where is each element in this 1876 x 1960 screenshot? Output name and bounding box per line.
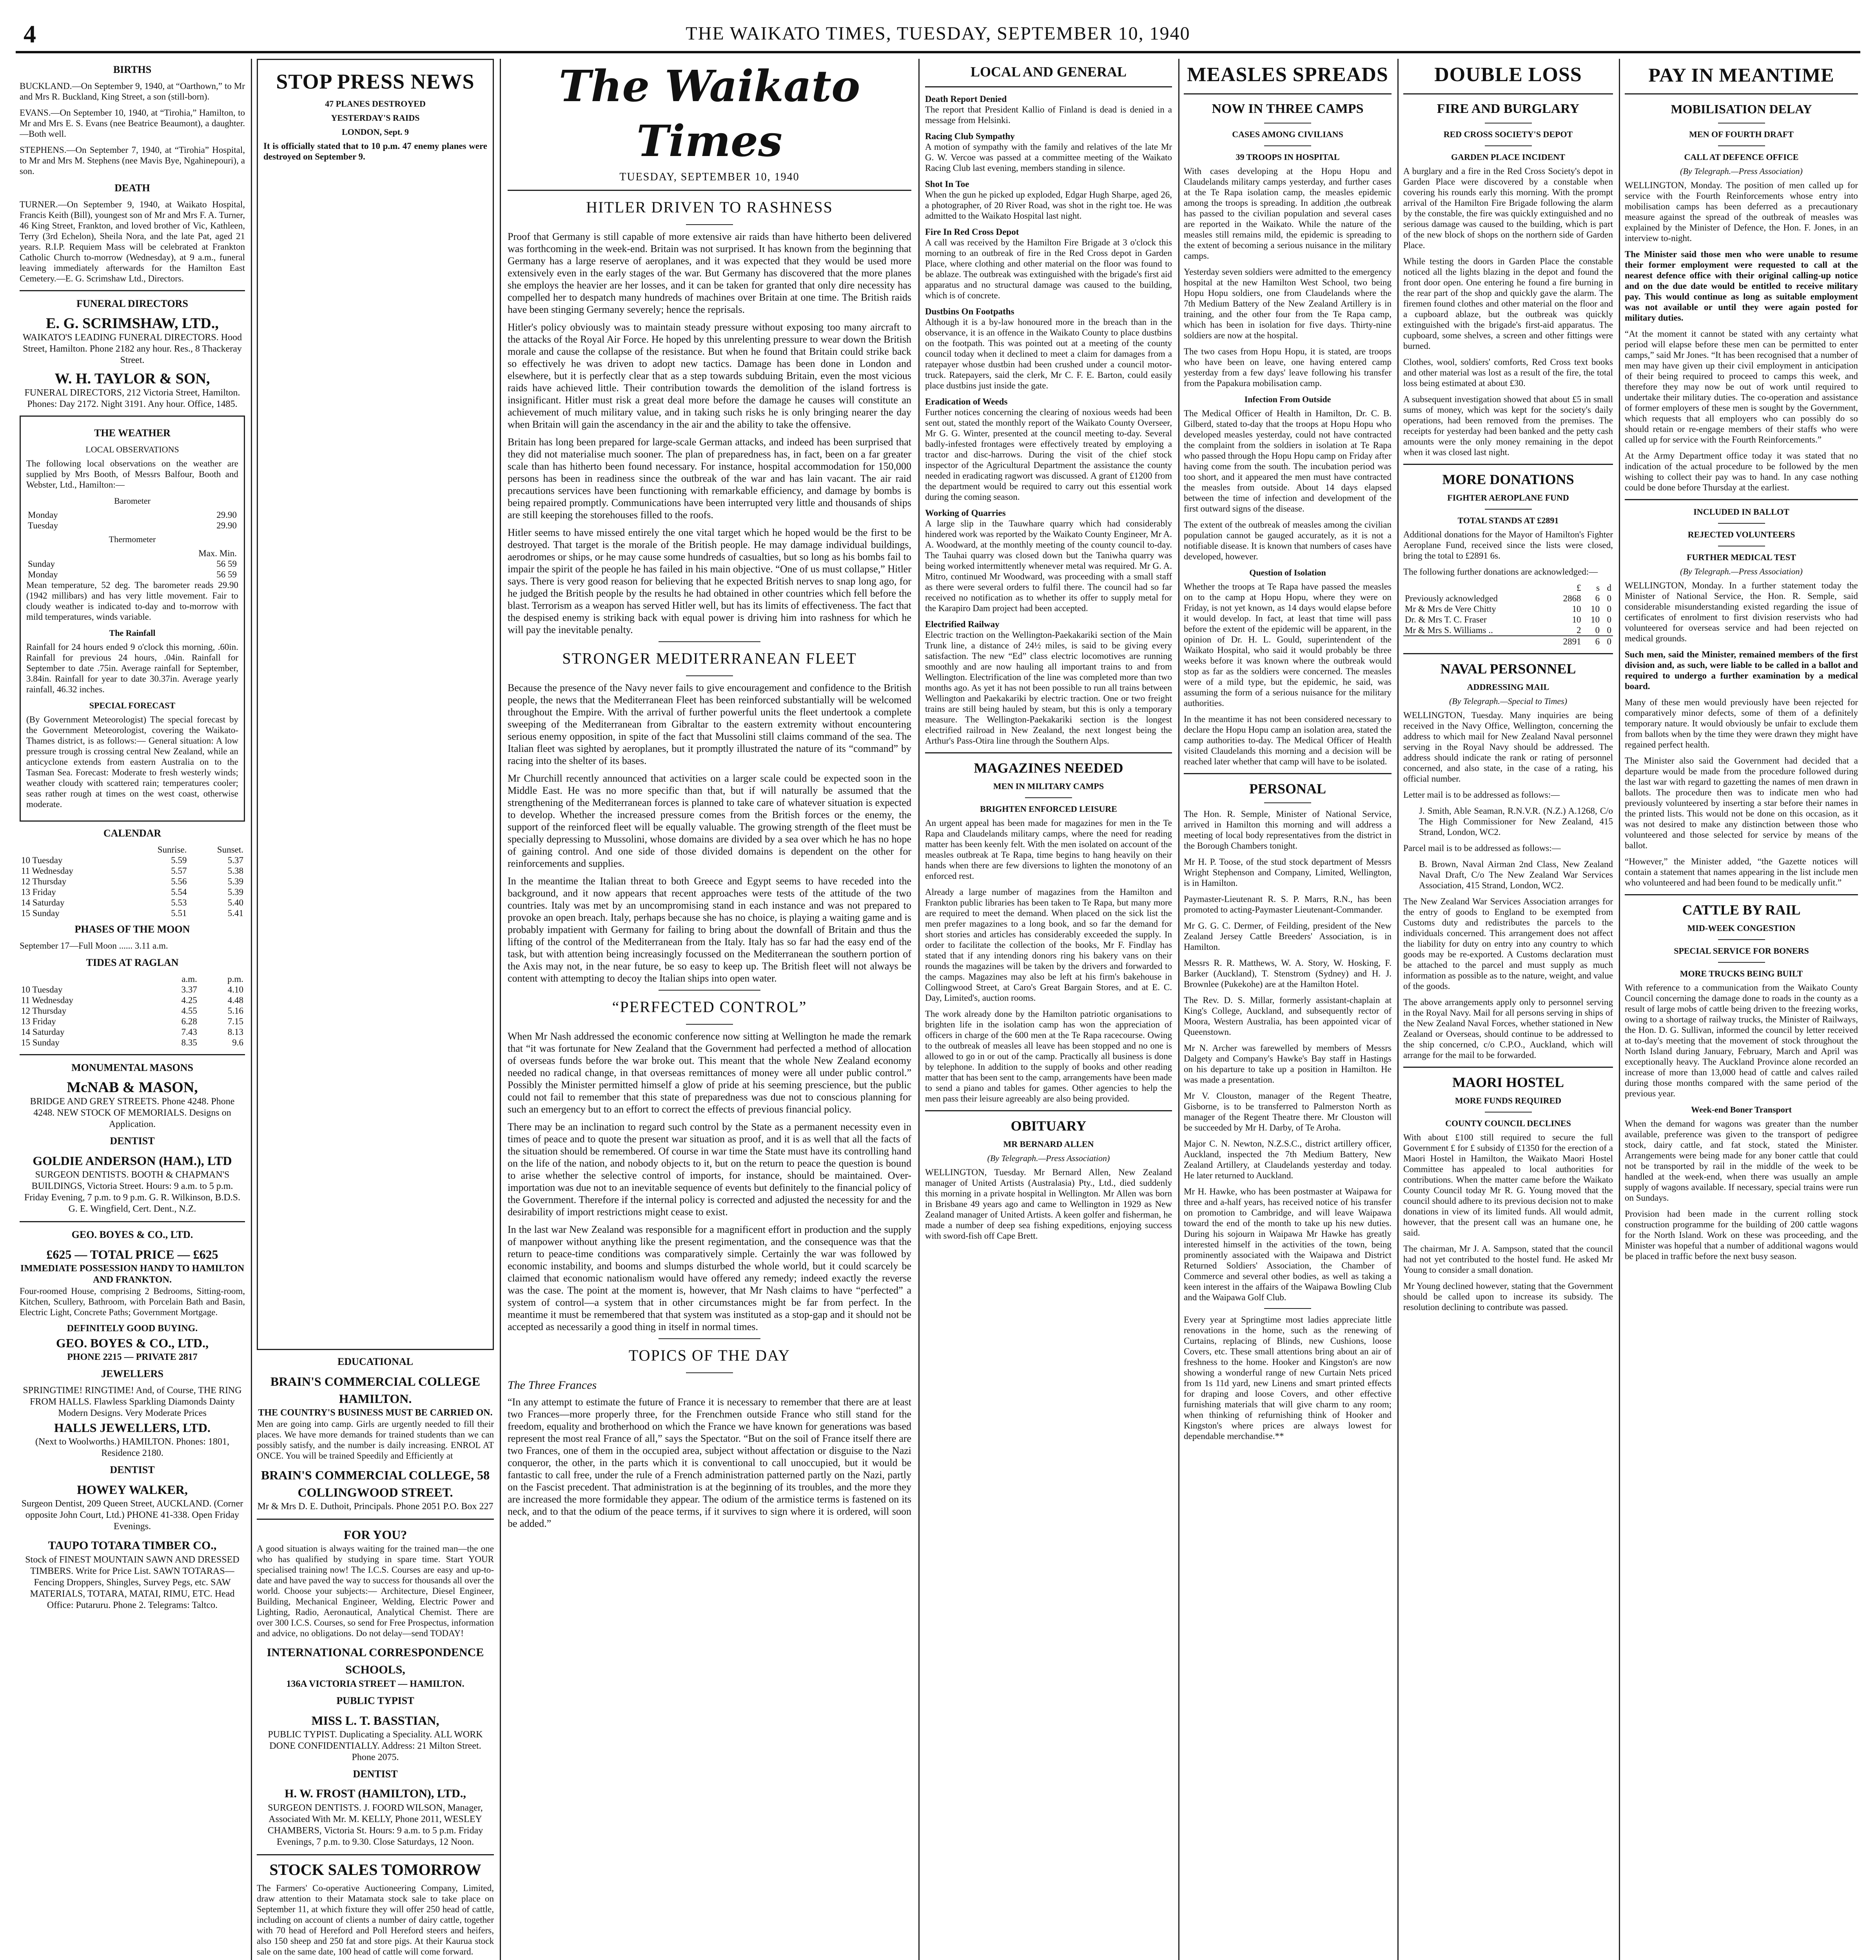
article-paragraph: WELLINGTON, Tuesday. Many inquiries are being received in the Navy Office, Wellington, concerning the address to which mail for New Zealand Naval personnel serving in the Royal Navy should be addressed. The address should indicate the rank or rating of personnel concerned, and also state, in the case of a rating, his official number. <box>1403 710 1613 784</box>
moon-heading: PHASES OF THE MOON <box>74 924 190 935</box>
news-item-body: A call was received by the Hamilton Fire Brigade at 3 o'clock this morning to an outbreak of fire in the Red Cross depot in Garden Place, where clothing and other material on the floor was found to be ablaze. The outbreak was extinguished with the brigade's first aid apparatus and no structural damage was caused to the building, which is of concrete. <box>925 238 1172 300</box>
news-item-heading: Dustbins On Footpaths <box>925 307 1014 316</box>
birth-notice: STEPHENS.—On September 7, 1940, at “Tirohia” Hospital, to Mr and Mrs M. Stephens (nee Mavis Bye, Ngahinepouri), a son. <box>20 145 245 176</box>
funeral-heading: FUNERAL DIRECTORS <box>76 298 188 309</box>
column-rule <box>251 59 252 1960</box>
college-ad-name: BRAIN'S COMMERCIAL COLLEGE, 58 COLLINGWOOD STREET. <box>261 1468 490 1499</box>
divider <box>1625 93 1858 94</box>
article-paragraph: The Minister said those men who were unable to resume their former employment were requested to call at the nearest defence office with their original calling-up notice and on the due date would be entitled to receive military pay. This would continue as long as suitable employment was not available or until they were again posted for military duties. <box>1625 249 1858 323</box>
title-rule <box>686 1024 733 1025</box>
pay-headline: PAY IN MEANTIME <box>1648 64 1834 86</box>
title-rule <box>1718 523 1765 524</box>
boyes-signature: GEO. BOYES & CO., LTD., <box>56 1336 209 1350</box>
personal-item: Paymaster-Lieutenant R. S. P. Marrs, R.N., has been promoted to acting-Paymaster Lieutenant-Commander. <box>1184 894 1392 915</box>
stop-press-column <box>257 59 494 1960</box>
ics-ad-heading: FOR YOU? <box>343 1528 407 1542</box>
divider <box>925 752 1172 753</box>
article-paragraph: With about £100 still required to secure the full Government £ for £ subsidy of £1350 for the erection of a Maori Hostel in Hamilton, the Waikato Maori Hostel Committee has appealed to local authorities for contributions. When the matter came before the Waikato County Council today Mr R. G. Young moved that the council should adhere to its previous decision not to make donations in view of its limited funds. All would admit, however, that the present call was an humane one, he said. <box>1403 1132 1613 1238</box>
calendar-heading: CALENDAR <box>103 828 161 839</box>
title-rule <box>1718 939 1765 940</box>
divider <box>1184 773 1392 774</box>
personal-item: The Hon. R. Semple, Minister of National Service, arrived in Hamilton this morning and will address a meeting of local body representatives from the district in the Borough Chambers tonight. <box>1184 809 1392 851</box>
measles-subheading: CASES AMONG CIVILIANS <box>1232 129 1343 139</box>
article-paragraph: Whether the troops at Te Rapa have passed the measles on to the camp at Hopu Hopu, where they were on Friday, is not yet known, as 14 days would elapse before it would develop. In fact, at least that time will pass before the extent of the epidemic will be apparent, in the opinion of Dr. H. L. Gould, superintendent of the Waikato Hospital, who said it would probably be three weeks before it was known where the outbreak would stop as far as the soldiers were concerned. The measles were of a mild type, but the epidemic, he said, was assuming the form of a serious nuisance for the military authorities. <box>1184 582 1392 708</box>
typist-ad-text: PUBLIC TYPIST. Duplicating a Speciality. ALL WORK DONE CONFIDENTIALLY. Address: 21 Milton Street. Phone 2075. <box>268 1730 483 1762</box>
magazines-subheading: MEN IN MILITARY CAMPS <box>993 781 1104 791</box>
article-paragraph: With reference to a communication from the Waikato County Council concerning the damage done to roads in the county as a result of large mobs of cattle being driven to the freezing works, owing to a shortage of railway trucks, the Minister of Railways, the Hon. D. G. Sullivan, informed the council by letter received at to-day's meeting that the movement of stock throughout the North Island during January, February, March and April was exceptionally heavy. The Auckland Province alone recorded an increase of more than 13,000 head of cattle and calves railed during those months compared with the same period of the previous year. <box>1625 983 1858 1098</box>
obituary-heading: OBITUARY <box>1011 1118 1087 1134</box>
divider <box>1403 93 1613 94</box>
article-paragraph: The New Zealand War Services Association arranges for the entry of goods to England to be exempted from Customs duty and redistributes the parcels to the individuals concerned. This arrangement does not affect the liability for duty on entry into any country to which goods may be re-exported. A Customs declaration must be attached to the parcel and must supply as much information as possible as to the nature, weight, and value of the goods. <box>1403 897 1613 991</box>
obituary-byline: (By Telegraph.—Press Association) <box>987 1153 1110 1163</box>
stop-press-heading: STOP PRESS NEWS <box>276 70 475 93</box>
article-paragraph: “However,” the Minister added, “the Gazette notices will contain a statement that names appearing in the list include men who volunteered and had been found to be medically unfit.” <box>1625 857 1858 887</box>
donations-subheading: FIGHTER AEROPLANE FUND <box>1447 493 1569 503</box>
tides-heading: TIDES AT RAGLAN <box>86 957 179 968</box>
thermometer-label: Thermometer <box>109 534 156 544</box>
article-paragraph: The work already done by the Hamilton patriotic organisations to brighten life in the isolation camp has won the appreciation of officers in charge of the 600 men at the Te Rapa racecourse. Owing to the outbreak of measles all leave has been stopped and no one is allowed to go in or out of the camp. Practically all business is done by telephone. In addition to the supply of books and other reading matter that has been sent to the camp, arrangements have been made to send a piano and tables for games. Other agencies to help the men pass their leisure agreeably are also being provided. <box>925 1009 1172 1103</box>
jewellers-ad-text: SPRINGTIME! RINGTIME! And, of Course, THE RING FROM HALLS. Flawless Sparkling Diamonds Dainty Modern Designs. Very Moderate Prices <box>23 1385 242 1418</box>
jewellers-heading: JEWELLERS <box>101 1368 163 1379</box>
editorial-dateline: TUESDAY, SEPTEMBER 10, 1940 <box>619 171 800 183</box>
jewellers-ad-contact: (Next to Woolworths.) HAMILTON. Phones: 1801, Residence 2180. <box>35 1437 229 1458</box>
article-paragraph: At the Army Department office today it was stated that no indication of the actual procedure to be followed by the men wishing to collect their pay was to hand. In any case nothing could be done before Thursday at the earliest. <box>1625 451 1858 492</box>
article-paragraph: WELLINGTON, Monday. In a further statement today the Minister of National Service, the Hon. R. Semple, said considerable misunderstanding existed regarding the issue of certificates of enrolment to first division reservists who had volunteered for overseas service and had been rejected on medical grounds. <box>1625 581 1858 643</box>
classifieds-column <box>20 59 245 1960</box>
editorial-paragraph: Hitler seems to have missed entirely the one vital target which he hoped would be the first to be destroyed. That target is the morale of the British people. He may damage individual buildings, aerodromes or ships, or he may cause some hundreds of casualties, but so long as his bombs fail to impair the spirit of the people he has failed in his main objective. “One of us must collapse,” Hitler says. There is very good reason for believing that he expected British nerves to snap long ago, for he judged the British people by the results he had obtained in other countries which fell before the blast. Terrorism as a weapon has served Hitler well, but has its limits of effectiveness. The fact that the despised enemy is striking back with equal power is driving him into rashness for which he will pay the inevitable penalty. <box>508 527 911 635</box>
article-paragraph: With cases developing at the Hopu Hopu and Claudelands military camps yesterday, and further cases at the Te Rapa isolation camp, the measles epidemic among the troops is spreading. In addition ,the outbreak has passed to the civilian population and several cases are reported in the Waikato. While the nature of the measles still remains mild, the epidemic is spreading to the extent of becoming a serious nuisance in the military camps. <box>1184 166 1392 261</box>
title-rule <box>686 675 733 676</box>
column-rule <box>1397 59 1399 1960</box>
ics-ad-address: 136A VICTORIA STREET — HAMILTON. <box>286 1679 464 1689</box>
dentist-heading: DENTIST <box>110 1464 155 1475</box>
dentist-ad-name: H. W. FROST (HAMILTON), LTD., <box>285 1787 466 1800</box>
forecast-label: SPECIAL FORECAST <box>89 701 176 710</box>
personal-item: Mr V. Clouston, manager of the Regent Theatre, Gisborne, is to be transferred to Palmerston North as manager of the Regent Theatre there. Mr Clouston will be succeeded by Mr H. Darby, of Te Aroha. <box>1184 1091 1392 1132</box>
double-loss-subheading: RED CROSS SOCIETY'S DEPOT <box>1443 129 1573 139</box>
stop-press-box <box>257 59 494 1350</box>
thermometer-table: Max. Min. Sunday 56 59 Monday 56 59 <box>28 548 237 579</box>
editorial-paragraph: In the last war New Zealand was responsible for a magnificent effort in production and the supply of manpower without anything like the present regimentation, and the consequence was that the return to peace-time conditions was comparatively simple. Certainly the war was followed by economic instability, and booms and slumps disturbed the whole world, but it could scarcely be claimed that economic nationalism would have offered any remedy; indeed exactly the reverse was the case. The point at the moment is, however, that Mr Nash claims to have “perfected” a system of control—a system that in other circumstances might be far from perfect. In the meantime it must be remembered that that system was instituted as a stop-gap and it should not be accepted as necessarily a good thing in itself in normal times. <box>508 1224 911 1332</box>
ballot-subheading: FURTHER MEDICAL TEST <box>1687 552 1796 562</box>
article-paragraph: The chairman, Mr J. A. Sampson, stated that the council had not yet contributed to the hostel fund. He asked Mr Young to consider a small donation. <box>1403 1244 1613 1275</box>
measles-headline: MEASLES SPREADS <box>1187 64 1388 86</box>
divider <box>508 190 911 191</box>
double-loss-subheading: FIRE AND BURGLARY <box>1437 102 1580 116</box>
ballot-subheading: REJECTED VOLUNTEERS <box>1687 530 1795 539</box>
editorial-title: HITLER DRIVEN TO RASHNESS <box>586 198 833 216</box>
rainfall-label: The Rainfall <box>109 628 156 638</box>
donations-table: £ s d Previously acknowledged 2868 6 0 Mr & Mrs de Vere Chitty 10 10 0 Dr. & Mrs T. C. Fraser 10 10 0 Mr & Mrs S. Williams .. 2 0 0 2891 6 0 <box>1403 583 1613 647</box>
funeral-ad-text: FUNERAL DIRECTORS, 212 Victoria Street, Hamilton. Phones: Day 2172. Night 3191. Any hour. Office, 1485. <box>24 388 240 409</box>
personal-item: The Rev. D. S. Millar, formerly assistant-chaplain at King's College, Auckland, and subsequently rector of Moora, Western Australia, has been appointed vicar of Queenstown. <box>1184 995 1392 1037</box>
personal-item: Messrs R. R. Matthews, W. A. Story, W. Hosking, F. Barker (Auckland), T. Stenstrom (Sydney) and H. J. Brownlee (Pukekohe) are at the Hamilton Hotel. <box>1184 958 1392 989</box>
title-rule <box>1025 797 1072 798</box>
news-item-heading: Eradication of Weeds <box>925 397 1008 407</box>
college-ad-headline: THE COUNTRY'S BUSINESS MUST BE CARRIED ON. <box>258 1408 493 1418</box>
news-item-heading: Working of Quarries <box>925 508 1006 518</box>
stop-press-headline: 47 PLANES DESTROYED <box>325 99 426 109</box>
stock-sales-body: The Farmers' Co-operative Auctioneering Company, Limited, draw attention to their Matamata stock sale to take place on September 11, at which fixture they will offer 250 head of cattle, including on account of clients a number of dairy cattle, together with 70 head of Hereford and Poll Hereford steers and heifers, also 150 sheep and 250 fat and store pigs. At their Kaurua stock sale on the same date, 100 head of cattle will come forward. <box>257 1883 494 1956</box>
article-paragraph: A subsequent investigation showed that about £5 in small sums of money, which was kept for the society's daily operations, had been removed from the premises. The receipts for yesterday had been banked and the petty cash amounts were the only money remaining in the depot when it was closed last night. <box>1403 394 1613 457</box>
article-paragraph: Provision had been made in the current rolling stock construction programme for the building of 200 cattle wagons for the North Island. Work on these was proceeding, and the Minister was hopeful that a number of additional wagons would be placed in traffic before the next busy season. <box>1625 1209 1858 1261</box>
double-loss-subheading: GARDEN PLACE INCIDENT <box>1451 152 1565 162</box>
article-paragraph: Clothes, wool, soldiers' comforts, Red Cross text books and other material was lost as a result of the fire, the total loss being estimated at about £30. <box>1403 357 1613 388</box>
news-item-body: A large slip in the Tauwhare quarry which had considerably hindered work was reported by the Waikato County Engineer, Mr A. A. Woodward, at the monthly meeting of the county council to-day. The Tauhai quarry was closed down but the Taniwha quarry was being worked intermittently whenever metal was required. Mr G. A. Mitro, continued Mr Woodward, was proceeding with a small staff as there were several orders to fulfil there. The council had so far received no notification as to whether its offer to supply metal for the Karapiro Dam project had been accepted. <box>925 519 1172 613</box>
title-rule <box>1264 145 1311 146</box>
editorial-paragraph: Because the presence of the Navy never fails to give encouragement and confidence to the British people, the news that the Mediterranean Fleet has been reinforced substantially will be welcomed throughout the Empire. With the arrival of further powerful units the fleet undertook a complete sweeping of the Mediterranean from Gibraltar to the eastern extremity without encountering serious enemy opposition, in spite of the fact that Mussolini still claims command of the sea. The Italian fleet was sighted by aeroplanes, but it promptly illustrated the nature of its “command” by racing into the shelter of its bases. <box>508 682 911 766</box>
title-rule <box>686 1372 733 1373</box>
typist-heading: PUBLIC TYPIST <box>336 1695 414 1706</box>
news-item-heading: Fire In Red Cross Depot <box>925 227 1019 237</box>
title-rule <box>1718 962 1765 963</box>
title-rule <box>1264 1308 1311 1309</box>
editorial-title: TOPICS OF THE DAY <box>628 1347 791 1364</box>
column-rule <box>500 59 501 1960</box>
ics-ad-name: INTERNATIONAL CORRESPONDENCE SCHOOLS, <box>267 1646 484 1676</box>
article-paragraph: “At the moment it cannot be stated with any certainty what period will elapse before these men can be permitted to enter camps,” said Mr Jones. “It has been recognised that a number of men may have given up their civil employment in anticipation of their being required to proceed to camps this week, and therefore they may now be out of work until required to undertake their military duties. The co-operation and assistance of former employers of these men is sought by the Government, which requests that all employers who can possibly do so should retain or re-engage members of their staffs who were called up for service with the Fourth Reinforcements.” <box>1625 329 1858 445</box>
measles-subheading: 39 TROOPS IN HOSPITAL <box>1236 152 1340 162</box>
college-ad-contact: Mr & Mrs D. E. Duthoit, Principals. Phone 2051 P.O. Box 227 <box>257 1501 493 1512</box>
article-paragraph: The above arrangements apply only to personnel serving in the Royal Navy. Mail for all persons serving in ships of the New Zealand Naval Forces, whether stationed in New Zealand or Overseas, should continue to be addressed to the ship concerned, c/o C.P.O., Auckland, which will arrange for the mail to be forwarded. <box>1403 997 1613 1060</box>
tides-table: a.m. p.m. 10 Tuesday 3.37 4.10 11 Wednesday 4.25 4.48 12 Thursday 4.55 5.16 13 Friday 6.28 7.15 14 Saturday 7.43 8.13 15 Sunday 8.35 9.6 <box>21 974 243 1047</box>
divider <box>20 290 245 291</box>
news-item-heading: Electrified Railway <box>925 619 1000 629</box>
divider <box>20 1221 245 1222</box>
college-ad-name: BRAIN'S COMMERCIAL COLLEGE HAMILTON. <box>270 1374 481 1406</box>
cattle-subheading: MID-WEEK CONGESTION <box>1687 923 1796 933</box>
pay-subheading: MEN OF FOURTH DRAFT <box>1689 129 1794 139</box>
dentist-heading: DENTIST <box>353 1768 398 1780</box>
advertisement-paragraph: Every year at Springtime most ladies appreciate little renovations in the home, such as the renewing of Curtains, replacing of Blinds, new Cushions, loose Covers, etc. These small attentions bring about an air of freshness to the home. Hooker and Kingston's are now showing a wonderful range of new Curtain Nets priced from 1s 11d yard, new Linens and smart printed effects for draping and loose Covers, and other effective furnishing materials that will give charm to any room; when thinking of refurnishing think of Hooker and Kingston's where prices are always lowest for dependable merchandise.** <box>1184 1315 1392 1441</box>
funeral-ad-text: WAIKATO'S LEADING FUNERAL DIRECTORS. Hood Street, Hamilton. Phone 2182 any hour. Res., 8 Thackeray Street. <box>22 332 242 365</box>
news-item-body: Further notices concerning the clearing of noxious weeds had been sent out, stated the monthly report of the Waikato County Overseer, Mr G. G. Winter, presented at the council meeting to-day. Several badly-infested frontages were effectively treated by employing a tractor and disc-harrows. During the visit of the chief stock inspector of the Agricultural Department the assistance the county needed in eradicating ragwort was discussed. A grant of £1200 from the department would be required to carry out this essential work during the coming season. <box>925 407 1172 502</box>
donations-heading: MORE DONATIONS <box>1442 472 1574 487</box>
newspaper-header-line: THE WAIKATO TIMES, TUESDAY, SEPTEMBER 10, 1940 <box>686 23 1190 44</box>
boyes-phone: PHONE 2215 — PRIVATE 2817 <box>67 1352 198 1362</box>
typist-ad-name: MISS L. T. BASSTIAN, <box>311 1713 439 1728</box>
naval-heading: NAVAL PERSONNEL <box>1440 661 1576 677</box>
page-header <box>16 16 1860 53</box>
masons-heading: MONUMENTAL MASONS <box>71 1062 193 1073</box>
news-item-body: Electric traction on the Wellington-Paekakariki section of the Main Trunk line, a distance of 24½ miles, is said to be giving every satisfaction. The new “Ed” class electric locomotives are running smoothly and are now hauling all important trains to and from Wellington. Electrification of the line was completed more than two months ago. As yet it has not been possible to run all trains between Wellington and Paekakariki by electric traction. One or two freight trains are still being hauled by steam, but this is only a temporary measure. The Wellington-Paekakariki section is the longest electrified railroad in New Zealand, the next longest being the Arthur's Pass-Otira line through the Southern Alps. <box>925 630 1172 746</box>
divider <box>1403 653 1613 654</box>
pay-column <box>1625 59 1858 1960</box>
news-item-heading: Death Report Denied <box>925 94 1007 104</box>
divider <box>1403 464 1613 465</box>
article-paragraph: While testing the doors in Garden Place the constable noticed all the lights blazing in the depot and found the front door open. One entering he found a fire burning in the rear part of the shop and quickly gave the alarm. The firemen found clothes and other material on the floor and a cupboard ablaze, but the outbreak was quickly extinguished with the brigade's first-aid apparatus. The cupboard, some shelves, a screen and other fittings were burned. <box>1403 256 1613 351</box>
dentist-ad-text: SURGEON DENTISTS. BOOTH & CHAPMAN'S BUILDINGS, Victoria Street. Hours: 9 a.m. to 5 p.m. Friday Evening, 7 p.m. to 9 p.m. G. R. Wilkinson, B.D.S. G. E. Wingfield, Cert. Dent., N.Z. <box>24 1170 241 1214</box>
editorial-title: “PERFECTED CONTROL” <box>612 998 807 1016</box>
birth-notice: BUCKLAND.—On September 9, 1940, at “Oarthown,” to Mr and Mrs R. Buckland, King Street, a son (still-born). <box>20 81 245 102</box>
naval-byline: (By Telegraph.—Special to Times) <box>1449 696 1568 706</box>
newspaper-flag: The Waikato Times <box>559 61 860 166</box>
dentist-ad-name: HOWEY WALKER, <box>77 1483 188 1497</box>
divider <box>1403 1067 1613 1068</box>
naval-subheading: ADDRESSING MAIL <box>1467 682 1549 692</box>
measles-subheading: NOW IN THREE CAMPS <box>1212 102 1364 116</box>
news-item-heading: Racing Club Sympathy <box>925 131 1015 141</box>
editorial-paragraph: When Mr Nash addressed the economic conference now sitting at Wellington he made the remark that “it was fortunate for New Zealand that the Government had perfected a method of allocation of overseas funds before the war broke out. This meant that the whole New Zealand economy needed no radical change, in that overseas remittances of money were all under public control.” Possibly the Minister permitted himself a glow of pride at his seeming prescience, but the public could not fail to remember that this state of preparedness was due not to conscious planning for such an emergency but to an effort to correct the effects of previous financial policy. <box>508 1031 911 1115</box>
divider <box>20 1054 245 1055</box>
cattle-heading: CATTLE BY RAIL <box>1682 902 1801 918</box>
measles-column <box>1184 59 1392 1960</box>
article-paragraph: In the meantime it has not been considered necessary to declare the Hopu Hopu camp an isolation area, stated the camp authorities to-day. The Medical Officer of Health visited Claudelands this morning and a decision will be reached later whether that camp will have to be isolated. <box>1184 714 1392 766</box>
jewellers-ad-name: HALLS JEWELLERS, LTD. <box>54 1421 210 1435</box>
article-paragraph: The following further donations are acknowledged:— <box>1403 567 1598 577</box>
divider <box>925 86 1172 87</box>
weather-box <box>20 416 245 822</box>
funeral-ad-name: W. H. TAYLOR & SON, <box>54 370 210 387</box>
personal-item: Mr H. P. Toose, of the stud stock department of Messrs Wright Stephenson and Company, Limited, Wellington, is in Hamilton. <box>1184 857 1392 888</box>
divider <box>1625 499 1858 500</box>
article-paragraph: The two cases from Hopu Hopu, it is stated, are troops who have been on leave, one having entered camp yesterday from a few days' leave following his transfer from the Papakura mobilisation camp. <box>1184 347 1392 388</box>
editorial-title: STRONGER MEDITERRANEAN FLEET <box>562 650 857 667</box>
editorial-paragraph: Britain has long been prepared for large-scale German attacks, and indeed has been surprised that they did not materialise much sooner. The plan of preparedness has, in fact, been on a far greater scale than has hitherto been found necessary. For instance, hospital accommodation for 150,000 persons has been in readiness since the outbreak of the war and has lain vacant. The air raid precautions services have been functioning with remarkable efficiency, and damage by bombs is being repaired promptly. Communications have been interrupted very little and thousands of ships are still keeping the storehouses filled to the roofs. <box>508 436 911 521</box>
divider <box>257 1519 494 1520</box>
weather-body: Mean temperature, 52 deg. The barometer reads 29.90 (1942 millibars) and has very little movement. Fair to cloudy weather is indicated to-day and to-morrow with mild temperatures, winds variable. <box>26 580 238 622</box>
death-notice: TURNER.—On September 9, 1940, at Waikato Hospital, Francis Keith (Bill), youngest son of Mr and Mrs F. A. Turner, 46 King Street, Frankton, and loved brother of Vic, Kathleen, Terry (3rd Echelon), Sheila Nora, and the late Pat, aged 21 years. R.I.P. Requiem Mass will be celebrated at Frankton Catholic Church to-morrow (Wednesday), at 9 a.m., funeral leaving immediately afterwards for the Hamilton East Cemetery.—E. G. Scrimshaw Ltd., Directors. <box>20 200 245 283</box>
barometer-table: Monday 29.90 Tuesday 29.90 <box>28 510 237 530</box>
article-paragraph: Such men, said the Minister, remained members of the first division and, as such, were liable to be called in a ballot and required to undergo a further examination by a medical board. <box>1625 650 1858 691</box>
news-item-body: The report that President Kallio of Finland is dead is denied in a message from Helsinki. <box>925 105 1172 125</box>
donations-subheading: TOTAL STANDS AT £2891 <box>1457 515 1559 525</box>
dentist-ad-name: GOLDIE ANDERSON (HAM.), LTD <box>33 1154 232 1168</box>
stop-press-body: It is officially stated that to 10 p.m. 47 enemy planes were destroyed on September 9. <box>263 141 487 162</box>
obituary-body: WELLINGTON, Tuesday. Mr Bernard Allen, New Zealand manager of United Artists (Australasia) Pty., Ltd., died suddenly this morning in a private hospital in Wellington. Mr Allen was born in Brisbane 49 years ago and came to Wellington in 1929 as New Zealand manager of United Artists. A keen golfer and fisherman, he made a number of deep sea fishing expeditions, enjoying success with sword-fish off Cape Brett. <box>925 1167 1172 1241</box>
article-paragraph: The extent of the outbreak of measles among the civilian population cannot be gauged accurately, as it is not a notifiable disease. It is known that numbers of cases have developed, however. <box>1184 520 1392 561</box>
moon-phase: September 17—Full Moon ...... 3.11 a.m. <box>20 941 168 951</box>
local-general-column <box>925 59 1172 1960</box>
educational-heading: EDUCATIONAL <box>337 1356 414 1367</box>
editorial-paragraph: Mr Churchill recently announced that activities on a larger scale could be expected soon in the Middle East. He was no more specific than that, but if will naturally be assumed that the strengthening of the Mediterranean forces is planned to take care of whatever situation is expected to develop. Whether the increased pressure comes from the British forces or the enemy, the support of the reinforced fleet will be equally valuable. The growing strength of the fleet must be specially depressing to Mussolini, whose domains are divided by a sea over which he has no hope of gaining control. And one side of those divided domains is dependent on the other for reinforcements and supplies. <box>508 773 911 869</box>
masons-ad-name: McNAB & MASON, <box>67 1079 198 1096</box>
page-number: 4 <box>24 20 36 48</box>
ballot-byline: (By Telegraph.—Press Association) <box>1680 566 1803 576</box>
timber-ad-text: Stock of FINEST MOUNTAIN SAWN AND DRESSED TIMBERS. Write for Price List. SAWN TOTARAS—Fencing Droppers, Shingles, Survey Pegs, etc. SAW MATERIALS, TOTARA, MATAI, RIMU, ETC. Head Office: Putaruru. Phone 2. Telegrams: Taltco. <box>25 1555 239 1610</box>
section-rule <box>659 1338 760 1339</box>
dentist-ad-text: SURGEON DENTISTS. J. FOORD WILSON, Manager, Associated With Mr. M. KELLY, Phone 2011, WESLEY CHAMBERS, Victoria St. Hours: 9 a.m. to 5 p.m. Friday Evenings, 7 p.m. to 9.30. Close Saturdays, 12 Noon. <box>267 1803 483 1847</box>
article-paragraph: Letter mail is to be addressed as follows:— <box>1403 790 1560 800</box>
timber-ad-name: TAUPO TOTARA TIMBER CO., <box>48 1539 217 1552</box>
rainfall-body: Rainfall for 24 hours ended 9 o'clock this morning, .60in. Rainfall for previous 24 hours, .04in. Rainfall for September to date .75in. Average rainfall for September, 3.84in. Rainfall for year to date 30.37in. Average yearly rainfall, 46.32 inches. <box>26 642 238 694</box>
address-example: B. Brown, Naval Airman 2nd Class, New Zealand Naval Draft, C/o The New Zealand War Services Association, 415 Strand, London, WC2. <box>1419 859 1613 890</box>
personal-item: Mr N. Archer was farewelled by members of Messrs Dalgety and Company's Hawke's Bay staff in Hastings on his departure to take up a position in Hamilton. He was made a presentation. <box>1184 1043 1392 1085</box>
article-paragraph: A burglary and a fire in the Red Cross Society's depot in Garden Place were discovered by a constable when covering his rounds early this morning. With the prompt arrival of the Hamilton Fire Brigade following the alarm by the constable, the fire was quickly extinguished and no serious damage was caused to the building, which is part of the new block of shops on the northern side of Garden Place. <box>1403 166 1613 250</box>
title-rule <box>1264 802 1311 803</box>
funeral-ad-name: E. G. SCRIMSHAW, LTD., <box>46 315 219 332</box>
editorial-paragraph: In the meantime the Italian threat to both Greece and Egypt seems to have receded into the background, and it now appears that recent approaches were tests of the attitude of the two countries. Italy was met by an uncompromising stand in each instance and was not prepared to provoke an open breach. Italy, perhaps because she has no choice, is playing a waiting game and is probably impatient with Germany for failing to bring about the downfall of Britain and thus the lifting of the control of the Mediterranean from the Italy. Italy has so far had the easy end of the task, but with attention being increasingly focussed on the Mediterranean the southern portion of the Axis may not, in the near future, be so easy to keep up. The British fleet will not always be content with attempting to decoy the Italian ships into open water. <box>508 875 911 984</box>
editorial-paragraph: Hitler's policy obviously was to maintain steady pressure without exposing too many aircraft to the attacks of the Royal Air Force. He hoped by this unrelenting pressure to wear down the British morale and cause the collapse of the resistance. But when he found that Britain could strike back so effectively he was driven to adopt new tactics. Damage has been done in London and elsewhere, but it is perfectly clear that as a step towards subduing Britain, even the most vicious raids have achieved little. Their contribution towards the demolition of the island fortress is insignificant. Hitler must risk a great deal more before the damage he causes will constitute an achievement of much military value, and in taking such risks he is only bringing nearer the day when Britain will gain the ascendancy in the air and the ability to take the offensive. <box>508 321 911 430</box>
editorial-paragraph: “In any attempt to estimate the future of France it is necessary to remember that there are at least two Frances—more properly three, for the Frenchmen outside France who still stand for the freedom, equality and brotherhood on which the France we have known for generations was based represent the most real France of all,” says the Spectator. “But on the soil of France itself there are two Frances, one of them in the occupied area, subject without affectation or disguise to the Nazi conqueror, the other, in the parts which it is conventional to call unoccupied, but it would be fantastic to call free, under the rule of a French administration patterned partly on the Nazi, partly on the Fascist precedent. That administration is at the beginning of its troubles, and the more they are increased the more formidable they appear. The odium of the armistice terms is fastened on its neck, and to that the odium of the peace terms, if it survives to sign where it is ordered, will soon be added.” <box>508 1396 911 1529</box>
editorial-paragraph: Proof that Germany is still capable of more extensive air raids than have hitherto been delivered was forthcoming in the week-end. Britain was not surprised. It has known from the beginning that Germany has a large reserve of aeroplanes, and it was expected that they would be used more extensively even in the early stages of the war. But Germany has discovered that the more planes she employs the heavier are her losses, and it can be taken for granted that only dire necessity has compelled her to despatch many hundreds of machines over Britain at one time. The British raids have been stinging Germany severely; hence the reprisals. <box>508 231 911 315</box>
weather-intro: The following local observations on the weather are supplied by Mrs Booth, of Messrs Balfour, Booth and Webster, Ltd., Hamilton:— <box>26 459 238 490</box>
title-rule <box>1485 145 1532 146</box>
cattle-subheading: MORE TRUCKS BEING BUILT <box>1680 969 1803 978</box>
boyes-body: Four-roomed House, comprising 2 Bedrooms, Sitting-room, Kitchen, Scullery, Bathroom, with Porcelain Bath and Basin, Electric Light, Concrete Paths; Government Mortgage. <box>20 1286 245 1317</box>
article-paragraph: Already a large number of magazines from the Hamilton and Frankton public libraries has been taken to Te Rapa, but many more are required to meet the demand. When placed on the sick list the men prefer magazines to a long book, and so far the demand for short stories and articles has considerably exceeded the supply. In order to facilitate the collection of the books, Mr F. Findlay has stated that if any intending donors ring his bakery vans on their rounds the magazines will be taken by the drivers and forwarded to the camps. Magazines may also be left at his firm's bakehouse in Collingwood Street, at Caro's Great Bargain Stores, and at E. C. Day, Limited's, auction rooms. <box>925 887 1172 1003</box>
forecast-body: (By Government Meteorologist) The special forecast by the Government Meteorologist, covering the Waikato-Thames district, is as follows:— General situation: A low pressure trough is crossing central New Zealand, while an anticyclone extends from eastern Australia on to the Tasman Sea. Forecast: Moderate to fresh westerly winds; weather cloudy with scattered rain; temperatures cooler; seas rather rough at times on the west coast, otherwise moderate. <box>26 715 238 809</box>
article-paragraph: The Medical Officer of Health in Hamilton, Dr. C. B. Gilberd, stated to-day that the troops at Hopu Hopu who developed measles yesterday, could not have contracted the complaint from the soldiers in isolation at Te Rapa who passed through the Hopu Hopu camp on Friday after having come from the south. The incubation period was too short, and it appeared the men must have contracted the measles from outside. About 14 days elapsed between the time of infection and development of the first outward signs of the disease. <box>1184 408 1392 514</box>
double-loss-headline: DOUBLE LOSS <box>1434 64 1582 86</box>
article-crosshead: Infection From Outside <box>1244 394 1331 404</box>
pay-byline: (By Telegraph.—Press Association) <box>1680 166 1803 176</box>
ballot-heading: INCLUDED IN BALLOT <box>1693 507 1789 517</box>
personal-heading: PERSONAL <box>1249 781 1326 797</box>
weather-heading: THE WEATHER <box>94 427 171 439</box>
personal-item: Mr G. G. C. Dermer, of Feilding, president of the New Zealand Jersey Cattle Breeders' Association, is in Hamilton. <box>1184 921 1392 952</box>
cattle-subheading: SPECIAL SERVICE FOR BONERS <box>1674 946 1809 956</box>
maori-hostel-subheading: MORE FUNDS REQUIRED <box>1455 1096 1562 1105</box>
section-rule <box>659 641 760 642</box>
article-paragraph: Yesterday seven soldiers were admitted to the emergency hospital at the new Hamilton West School, two being Hopu Hopu soldiers, one from Claudelands where the 7th Medium Battery of the New Zealand Artillery is in training, and the other four from the Te Rapa camp, which has been in isolation for five days. Thirty-nine soldiers are now at the hospital. <box>1184 267 1392 340</box>
obituary-subheading: MR BERNARD ALLEN <box>1003 1139 1094 1149</box>
divider <box>925 1110 1172 1111</box>
divider <box>1625 894 1858 895</box>
title-rule <box>1718 145 1765 146</box>
address-example: J. Smith, Able Seaman, R.N.V.R. (N.Z.) A.1268, C/o The High Commissioner for New Zealand, 415 Strand, London, WC2. <box>1419 806 1613 837</box>
boyes-tagline: DEFINITELY GOOD BUYING. <box>67 1323 198 1334</box>
personal-item: Major C. N. Newton, N.Z.S.C., district artillery officer, Auckland, inspected the 7th Medium Battery, New Zealand Artillery, at Claudelands yesterday and today. He later returned to Auckland. <box>1184 1139 1392 1180</box>
editorial-paragraph: There may be an inclination to regard such control by the State as a permanent necessity even in times of peace and to quote the present war situation as proof, and it is as well that all the facts of the situation should be remembered. Of course in war time the State must have its controlling hand on the life of the nation, and nobody objects to it, but on the return to peace the question is bound to arise whether the selective control of imports, for instance, should be maintained. Over-importation was due not to an inevitable sequence of events but definitely to the financial policy of the Government. Therefore if the internal policy is corrected and adjusted the necessity for and the desirability of import restrictions might cease to exist. <box>508 1121 911 1218</box>
column-rule <box>918 59 920 1960</box>
masons-ad-text: BRIDGE AND GREY STREETS. Phone 4248. Phone 4248. NEW STOCK OF MEMORIALS. Designs on Application. <box>30 1096 235 1129</box>
local-general-heading: LOCAL AND GENERAL <box>970 64 1127 80</box>
boyes-heading: GEO. BOYES & CO., LTD. <box>71 1229 193 1240</box>
stop-press-subheadline: YESTERDAY'S RAIDS <box>331 113 420 123</box>
pay-subheading: CALL AT DEFENCE OFFICE <box>1684 152 1799 162</box>
college-ad-body: Men are going into camp. Girls are urgently needed to fill their places. We have more demands for trained students than we can possibly satisfy, and the number is daily increasing. ENROL AT ONCE. You will be trained Speedily and Efficiently at <box>257 1419 494 1461</box>
divider <box>257 1854 494 1855</box>
maori-hostel-heading: MAORI HOSTEL <box>1452 1074 1564 1090</box>
article-paragraph: An urgent appeal has been made for magazines for men in the Te Rapa and Claudelands military camps, where the need for reading matter has been keenly felt. With the men isolated on account of the measles outbreak at Te Rapa, time begins to hang heavily on their hands when there are few diversions to lighten the monotony of an enforced rest. <box>925 818 1172 881</box>
article-paragraph: Mr Young declined however, stating that the Government should be called upon to increase its subsidy. The resolution declining to contribute was passed. <box>1403 1281 1613 1312</box>
topic-subheading: The Three Frances <box>508 1379 597 1392</box>
editorial-column <box>508 59 911 1960</box>
calendar-table: Sunrise. Sunset. 10 Tuesday 5.59 5.37 11 Wednesday 5.57 5.38 12 Thursday 5.56 5.39 13 Friday 5.54 5.39 14 Saturday 5.53 5.40 15 Sunday 5.51 5.41 <box>21 845 243 918</box>
news-item-heading: Shot In Toe <box>925 179 969 189</box>
article-paragraph: Many of these men would previously have been rejected for comparatively minor defects, some of them of a definitely temporary nature. It would obviously be unfair to exclude them from ballots when by the time they were drawn they might have regained perfect health. <box>1625 697 1858 750</box>
double-loss-column <box>1403 59 1613 1960</box>
article-paragraph: Parcel mail is to be addressed as follows:— <box>1403 843 1561 853</box>
column-rule <box>1619 59 1620 1960</box>
divider <box>1184 93 1392 94</box>
boyes-price: £625 — TOTAL PRICE — £625 <box>46 1247 218 1261</box>
stock-sales-heading: STOCK SALES TOMORROW <box>269 1861 481 1878</box>
article-paragraph: WELLINGTON, Monday. The position of men called up for service with the Fourth Reinforcements whose entry into mobilisation camps has been deferred as a precautionary measure against the spread of the outbreak of measles was explained by the Minister of Defence, the Hon. F. Jones, in an interview to-night. <box>1625 180 1858 243</box>
dentist-ad-text: Surgeon Dentist, 209 Queen Street, AUCKLAND. (Corner opposite John Court, Ltd.) PHONE 41-338. Open Friday Evenings. <box>21 1499 243 1532</box>
births-heading: BIRTHS <box>113 64 152 75</box>
article-crosshead: Week-end Boner Transport <box>1691 1105 1792 1114</box>
news-item-body: When the gun he picked up exploded, Edgar Hugh Sharpe, aged 26, a photographer, of 20 River Road, was shot in the right toe. He was admitted to the Waikato Hospital last night. <box>925 190 1172 221</box>
article-paragraph: The Minister also said the Government had decided that a departure would be made from the procedure followed during the last war with regard to gazetting the names of men drawn in ballots. The procedure then was to indicate men who had previously volunteered by inserting a star before their names in the printed lists. This would not be done on this occasion, as it was not desired to make any distinction between those who volunteered and those selected for service by means of the ballot. <box>1625 756 1858 850</box>
death-heading: DEATH <box>114 182 150 194</box>
news-item-body: Although it is a by-law honoured more in the breach than in the observance, it is an offence in the Waikato County to place dustbins on the footpath. This was pointed out at a meeting of the county council today when it declined to meet a claim for damages from a ratepayer whose dustbin had been crushed under a council motor-truck. Ratepayers, said the clerk, Mr C. F. E. Barton, could easily place dustbins just inside the gate. <box>925 317 1172 390</box>
magazines-subheading: BRIGHTEN ENFORCED LEISURE <box>980 804 1117 814</box>
article-paragraph: Additional donations for the Mayor of Hamilton's Fighter Aeroplane Fund, received since the lists were closed, bring the total to £2891 6s. <box>1403 530 1613 561</box>
maori-hostel-subheading: COUNTY COUNCIL DECLINES <box>1445 1118 1571 1128</box>
barometer-label: Barometer <box>114 496 151 506</box>
dentist-heading: DENTIST <box>110 1135 155 1147</box>
ics-ad-body: A good situation is always waiting for the trained man—the one who has qualified by studying in spare time. Start YOUR specialised training now! The I.C.S. Courses are easy and up-to-date and have paved the way to success for thousands all over the world. Choose your subjects:— Architecture, Diesel Engineer, Building, Mechanical Engineer, Welding, Electric Power and Lighting, Radio, Aeronautical, Analytical Chemist. There are over 300 I.C.S. Courses, so send for Free Prospectus, information and advice, no obligations. Do not delay—send TODAY! <box>257 1544 494 1638</box>
stop-press-dateline: LONDON, Sept. 9 <box>341 127 409 137</box>
birth-notice: EVANS.—On September 10, 1940, at “Tirohia,” Hamilton, to Mr and Mrs E. S. Evans (nee Beatrice Beaumont), a daughter.—Both well. <box>20 108 245 139</box>
article-paragraph: When the demand for wagons was greater than the number available, preference was given to the transport of pedigree stock, dairy cattle, and fat stock, stated the Minister. Arrangements were being made for any boner cattle that could not be transported by rail in the middle of the week to be handled at the week-end, when there was usually an ample supply of wagons available. If necessary, special trains were run on Sundays. <box>1625 1119 1858 1203</box>
article-crosshead: Question of Isolation <box>1249 568 1326 577</box>
boyes-headline: IMMEDIATE POSSESSION HANDY TO HAMILTON AND FRANKTON. <box>20 1263 245 1285</box>
section-rule <box>659 990 760 991</box>
column-rule <box>1178 59 1179 1960</box>
weather-subheading: LOCAL OBSERVATIONS <box>85 445 179 454</box>
news-item-body: A motion of sympathy with the family and relatives of the late Mr G. W. Vercoe was passed at a committee meeting of the Waikato Racing Club last evening, members standing in silence. <box>925 142 1172 173</box>
personal-item: Mr H. Hawke, who has been postmaster at Waipawa for three and a-half years, has received notice of his transfer on promotion to Cambridge, and will leave Waipawa toward the end of the month to take up his new duties. During his sojourn in Waipawa Mr Hawke has greatly interested himself in the activities of the town, being prominently associated with the Waipawa and District Returned Soldiers' Association, the Chamber of Commerce and several other bodies, as well as taking a keen interest in the affairs of the Waipawa Bowling Club and the Waipawa Golf Club. <box>1184 1187 1392 1302</box>
title-rule <box>686 224 733 225</box>
title-rule <box>1485 509 1532 510</box>
pay-subheading: MOBILISATION DELAY <box>1671 102 1812 116</box>
magazines-heading: MAGAZINES NEEDED <box>974 760 1123 776</box>
